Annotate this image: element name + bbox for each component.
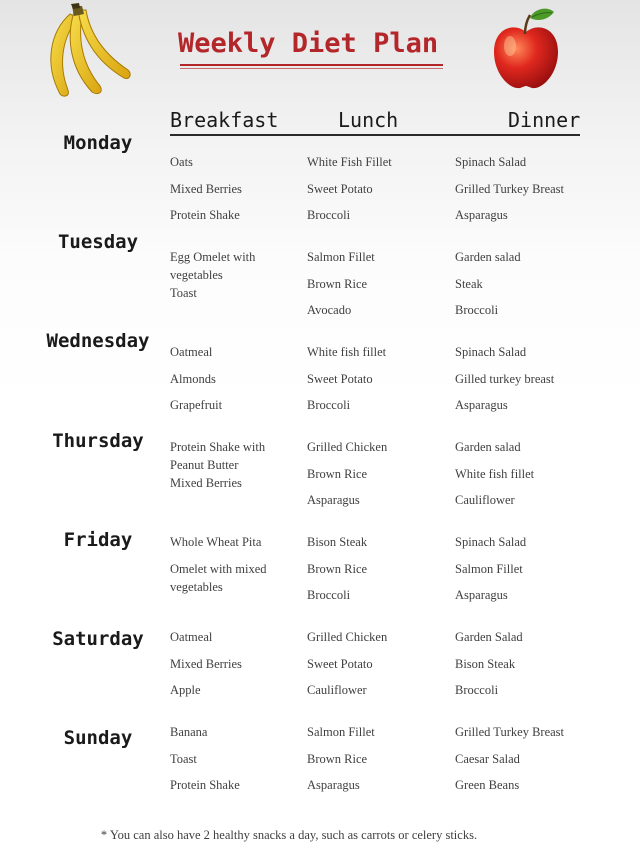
lunch-item [307, 586, 350, 604]
lunch-item-line: White fish fillet [307, 345, 387, 359]
dinner-item-line: Cauliflower [455, 493, 515, 507]
breakfast-item-line: Apple [170, 683, 201, 697]
breakfast-item [170, 438, 265, 474]
dinner-item [455, 586, 508, 604]
breakfast-item-line: Omelet with mixed [170, 561, 267, 576]
footnote: * You can also have 2 healthy snacks a day, such as carrots or celery sticks. [100, 828, 478, 842]
breakfast-item-line: Toast [170, 751, 197, 766]
dinner-item [455, 301, 498, 319]
day-label-monday: Monday [63, 132, 133, 154]
dinner-item [455, 370, 554, 388]
breakfast-item-line: vegetables [170, 579, 223, 594]
day-label-thursday: Thursday [52, 430, 144, 452]
breakfast-item [170, 750, 197, 768]
dinner-item [455, 438, 521, 456]
breakfast-item-line: Protein Shake [170, 208, 240, 222]
lunch-item [307, 655, 373, 673]
dinner-item [455, 655, 515, 673]
dinner-item [455, 560, 523, 578]
dinner-item-line: Grilled Turkey Breast [455, 725, 565, 739]
lunch-item [307, 396, 350, 414]
title-underline [180, 64, 443, 66]
lunch-item [307, 370, 373, 388]
breakfast-item-line: Oatmeal [170, 630, 213, 644]
lunch-item [307, 248, 375, 266]
breakfast-item-line: Egg Omelet with [170, 250, 256, 264]
dinner-item [455, 153, 526, 171]
lunch-item-line: Brown Rice [307, 466, 368, 481]
dinner-item [455, 465, 534, 483]
day-label-tuesday: Tuesday [57, 231, 139, 253]
lunch-item [307, 750, 367, 768]
lunch-item-line: White Fish Fillet [307, 155, 392, 169]
lunch-item-line: Brown Rice [307, 561, 368, 576]
dinner-item-line: Bison Steak [455, 656, 516, 671]
day-label-wednesday: Wednesday [46, 330, 150, 352]
dinner-item [455, 396, 508, 414]
breakfast-item [170, 396, 222, 414]
breakfast-item-line: Protein Shake [170, 778, 240, 792]
lunch-item [307, 343, 386, 361]
breakfast-item [170, 370, 216, 388]
breakfast-item [170, 681, 201, 699]
column-header-lunch: Lunch [338, 108, 399, 132]
lunch-item-line: Cauliflower [307, 683, 367, 697]
dinner-item-line: Asparagus [455, 398, 508, 412]
dinner-item [455, 628, 523, 646]
lunch-item [307, 776, 360, 794]
day-label-sunday: Sunday [63, 727, 133, 749]
dinner-item [455, 491, 515, 509]
breakfast-item-line: Mixed Berries [170, 475, 242, 490]
lunch-item-line: Broccoli [307, 208, 351, 222]
lunch-item [307, 438, 387, 456]
dinner-item [455, 206, 508, 224]
breakfast-item [170, 560, 267, 596]
dinner-item-line: Garden salad [455, 250, 521, 264]
lunch-item-line: Avocado [307, 303, 352, 317]
breakfast-item-line: Almonds [170, 371, 216, 386]
dinner-item-line: Spinach Salad [455, 345, 527, 359]
dinner-item [455, 180, 564, 198]
lunch-item-line: Broccoli [307, 588, 351, 602]
dinner-item-line: White fish fillet [455, 466, 535, 481]
breakfast-item [170, 343, 212, 361]
dinner-item [455, 275, 483, 293]
lunch-item-line: Asparagus [307, 493, 360, 507]
breakfast-item-line: vegetables [170, 268, 223, 282]
lunch-item [307, 560, 367, 578]
dinner-item [455, 533, 526, 551]
dinner-item-line: Asparagus [455, 208, 508, 222]
breakfast-item-line: Banana [170, 725, 208, 739]
dinner-item-line: Salmon Fillet [455, 561, 523, 576]
breakfast-item [170, 474, 242, 492]
apple-icon [488, 6, 564, 92]
dinner-item-line: Garden salad [455, 440, 521, 454]
breakfast-item [170, 723, 207, 741]
day-label-friday: Friday [63, 529, 133, 551]
banana-icon [30, 2, 140, 102]
lunch-item [307, 628, 387, 646]
lunch-item [307, 491, 360, 509]
lunch-item-line: Brown Rice [307, 751, 368, 766]
dinner-item [455, 776, 519, 794]
lunch-item [307, 533, 367, 551]
breakfast-item-line: Mixed Berries [170, 181, 242, 196]
breakfast-item [170, 248, 255, 284]
dinner-item [455, 681, 498, 699]
breakfast-item-line: Oats [170, 155, 193, 169]
lunch-item-line: Grilled Chicken [307, 440, 388, 454]
lunch-item-line: Brown Rice [307, 276, 368, 291]
lunch-item-line: Salmon Fillet [307, 725, 375, 739]
lunch-item-line: Grilled Chicken [307, 630, 388, 644]
breakfast-item [170, 655, 242, 673]
breakfast-item [170, 180, 242, 198]
lunch-item-line: Bison Steak [307, 535, 368, 549]
breakfast-item-line: Mixed Berries [170, 656, 242, 671]
column-header-breakfast: Breakfast [170, 108, 279, 132]
breakfast-item [170, 628, 212, 646]
lunch-item [307, 180, 373, 198]
page-title: Weekly Diet Plan [178, 28, 439, 59]
dinner-item [455, 723, 564, 741]
dinner-item-line: Green Beans [455, 778, 520, 792]
breakfast-item [170, 776, 240, 794]
dinner-item [455, 248, 521, 266]
breakfast-item [170, 153, 193, 171]
lunch-item [307, 153, 392, 171]
dinner-item-line: Garden Salad [455, 630, 523, 644]
breakfast-item-line: Oatmeal [170, 345, 213, 359]
lunch-item [307, 301, 351, 319]
breakfast-item [170, 284, 197, 302]
lunch-item-line: Asparagus [307, 778, 360, 792]
breakfast-item-line: Grapefruit [170, 398, 223, 412]
lunch-item-line: Sweet Potato [307, 371, 373, 386]
lunch-item-line: Sweet Potato [307, 656, 373, 671]
lunch-item [307, 681, 367, 699]
breakfast-item-line: Peanut Butter [170, 458, 239, 472]
column-header-dinner: Dinner [508, 108, 581, 132]
breakfast-item-line: Toast [170, 285, 197, 300]
dinner-item-line: Broccoli [455, 683, 499, 697]
dinner-item-line: Asparagus [455, 588, 508, 602]
header-rule [170, 134, 580, 136]
lunch-item [307, 275, 367, 293]
title-underline-thin [180, 68, 443, 69]
lunch-item-line: Sweet Potato [307, 181, 373, 196]
dinner-item-line: Gilled turkey breast [455, 371, 555, 386]
dinner-item [455, 343, 526, 361]
breakfast-item-line: Protein Shake with [170, 440, 266, 454]
dinner-item-line: Caesar Salad [455, 751, 520, 766]
dinner-item-line: Broccoli [455, 303, 499, 317]
day-label-saturday: Saturday [52, 628, 144, 650]
dinner-item-line: Spinach Salad [455, 155, 527, 169]
lunch-item [307, 465, 367, 483]
lunch-item [307, 206, 350, 224]
dinner-item [455, 750, 520, 768]
dinner-item-line: Grilled Turkey Breast [455, 181, 565, 196]
dinner-item-line: Spinach Salad [455, 535, 527, 549]
dinner-item-line: Steak [455, 276, 483, 291]
breakfast-item [170, 533, 261, 551]
lunch-item-line: Broccoli [307, 398, 351, 412]
lunch-item-line: Salmon Fillet [307, 250, 375, 264]
breakfast-item [170, 206, 240, 224]
breakfast-item-line: Whole Wheat Pita [170, 535, 262, 549]
lunch-item [307, 723, 375, 741]
